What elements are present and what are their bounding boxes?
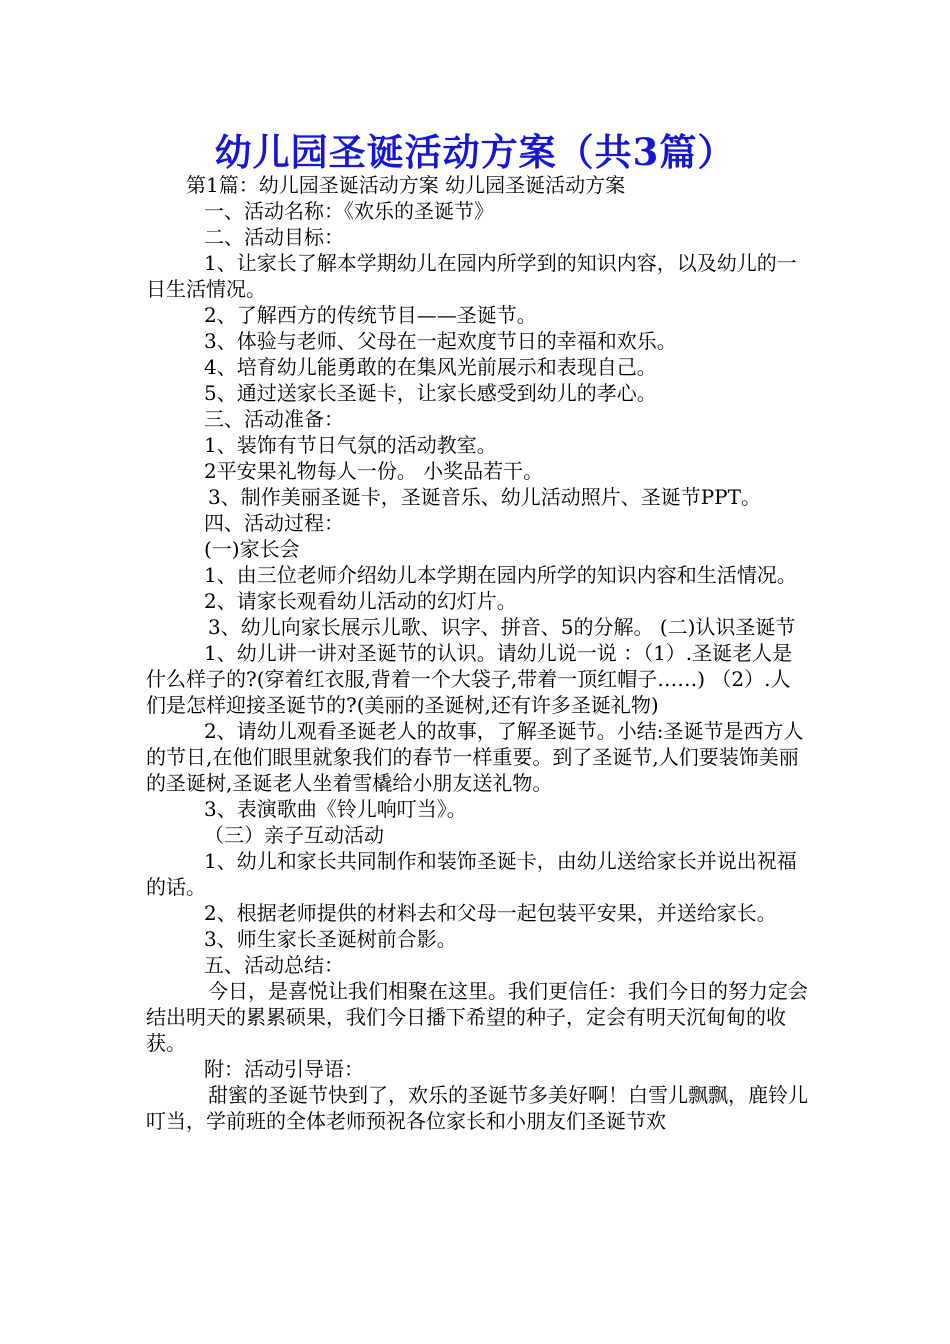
body-paragraph: 今日，是喜悦让我们相聚在这里。我们更信任：我们今日的努力定会结出明天的累累硕果，我们今日播下希望的种子，定会有明天沉甸甸的收获。 [146, 979, 808, 1055]
body-paragraph: 2、了解西方的传统节目——圣诞节。 [204, 303, 537, 327]
body-paragraph: 附：活动引导语： [204, 1057, 364, 1081]
body-paragraph: 3、体验与老师、父母在一起欢度节日的幸福和欢乐。 [204, 329, 677, 353]
body-paragraph: 2、根据老师提供的材料去和父母一起包装平安果，并送给家长。 [204, 901, 777, 925]
body-paragraph: (一)家长会 [204, 537, 300, 561]
body-paragraph: 3、表演歌曲《铃儿响叮当》。 [204, 797, 467, 821]
body-paragraph: 一、活动名称：《欢乐的圣诞节》 [204, 199, 494, 223]
document-body [146, 172, 808, 1134]
body-paragraph: 1、幼儿讲一讲对圣诞节的认识。请幼儿说一说 ：（1）.圣诞老人是什么样子的?(穿着红衣服,背着一个大袋子,带着一顶红帽子……) （2）.人们是怎样迎接圣诞节的?(美丽的圣诞树,还有许多圣诞礼物) [146, 641, 793, 717]
body-paragraph: 1、让家长了解本学期幼儿在园内所学到的知识内容，以及幼儿的一日生活情况。 [146, 251, 797, 301]
body-paragraph: 四、活动过程： [204, 511, 344, 535]
body-paragraph: 1、由三位老师介绍幼儿本学期在园内所学的知识内容和生活情况。 [204, 563, 797, 587]
body-paragraph: 3、制作美丽圣诞卡，圣诞音乐、幼儿活动照片、圣诞节PPT。 [208, 485, 761, 509]
body-paragraph: 1、幼儿和家长共同制作和装饰圣诞卡，由幼儿送给家长并说出祝福的话。 [146, 849, 797, 899]
body-paragraph: 4、培育幼儿能勇敢的在集风光前展示和表现自己。 [204, 355, 657, 379]
body-paragraph: （三）亲子互动活动 [204, 823, 384, 847]
body-paragraph: 2平安果礼物每人一份。 小奖品若干。 [204, 459, 544, 483]
body-paragraph: 5、通过送家长圣诞卡，让家长感受到幼儿的孝心。 [204, 381, 657, 405]
body-paragraph: 第1篇：幼儿园圣诞活动方案 幼儿园圣诞活动方案 [186, 173, 626, 197]
body-paragraph: 五、活动总结： [204, 953, 344, 977]
body-paragraph: 甜蜜的圣诞节快到了，欢乐的圣诞节多美好啊！白雪儿飘飘，鹿铃儿叮当，学前班的全体老师预祝各位家长和小朋友们圣诞节欢 [146, 1083, 808, 1133]
body-paragraph: 3、幼儿向家长展示儿歌、识字、拼音、5的分解。 (二)认识圣诞节 [208, 615, 796, 639]
body-paragraph: 1、装饰有节日气氛的活动教室。 [204, 433, 497, 457]
body-paragraph: 3、师生家长圣诞树前合影。 [204, 927, 457, 951]
body-paragraph: 2、请家长观看幼儿活动的幻灯片。 [204, 589, 517, 613]
body-paragraph: 三、活动准备： [204, 407, 344, 431]
body-paragraph: 二、活动目标： [204, 225, 344, 249]
body-paragraph: 2、请幼儿观看圣诞老人的故事，了解圣诞节。小结:圣诞节是西方人的节日,在他们眼里就象我们的春节一样重要。到了圣诞节,人们要装饰美丽的圣诞树,圣诞老人坐着雪橇给小朋友送礼物。 [146, 719, 804, 795]
document-title: 幼儿园圣诞活动方案（共3篇） [214, 130, 736, 174]
